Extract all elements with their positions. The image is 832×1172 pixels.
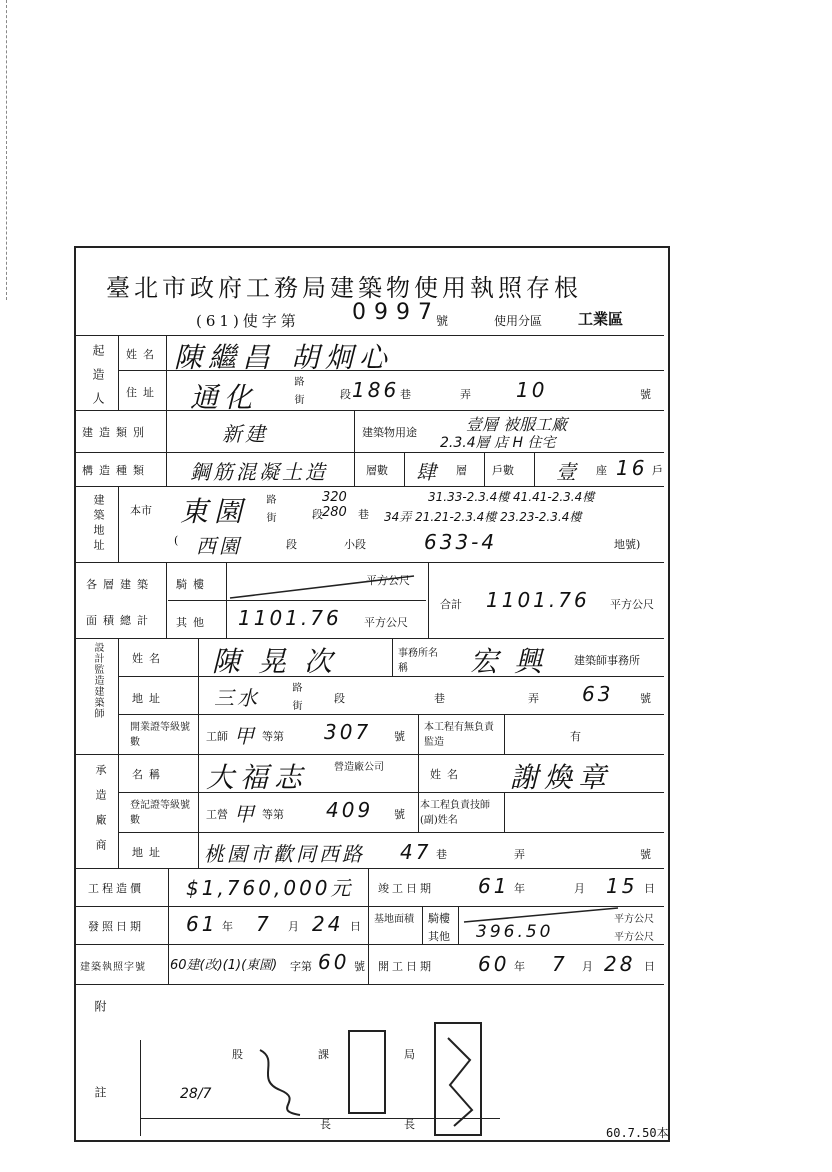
rule bbox=[76, 944, 664, 945]
contractor-reg-suffix: 號 bbox=[394, 808, 405, 821]
issue-label: 發照日期 bbox=[88, 920, 144, 933]
units-value: 16 bbox=[616, 456, 648, 480]
contractor-reg-grade-label: 等第 bbox=[262, 808, 284, 821]
architect-alley-label: 弄 bbox=[528, 692, 539, 705]
rule bbox=[428, 562, 429, 638]
contractor-address-label: 地址 bbox=[132, 846, 166, 859]
architect-address-value: 三水 bbox=[214, 686, 260, 710]
other-value: 1101.76 bbox=[238, 606, 342, 630]
remarks-col3: 長 bbox=[320, 1118, 331, 1131]
building-type-value: 新建 bbox=[222, 422, 268, 446]
cost-value: $1,760,000元 bbox=[186, 876, 354, 900]
rule bbox=[226, 562, 227, 638]
remarks-col2: 課 bbox=[318, 1048, 329, 1061]
contractor-name-value: 大福志 bbox=[206, 761, 309, 794]
building-type-label: 建造類別 bbox=[82, 426, 150, 439]
contractor-name-suffix: 營造廠公司 bbox=[334, 762, 384, 773]
site-other-unit: 平方公尺 bbox=[614, 932, 654, 943]
rule bbox=[140, 1040, 141, 1136]
contractor-alley-label: 弄 bbox=[514, 848, 525, 861]
rule bbox=[166, 335, 167, 410]
completion-day: 15 bbox=[606, 874, 638, 898]
rule bbox=[118, 638, 119, 754]
rule bbox=[118, 754, 119, 868]
rule bbox=[76, 984, 664, 985]
contractor-reg-label: 登記證等級號數 bbox=[130, 800, 190, 826]
rule bbox=[418, 754, 419, 832]
other-label: 其他 bbox=[176, 616, 210, 629]
issue-day-label: 日 bbox=[350, 920, 361, 933]
applicant-number-label: 號 bbox=[640, 388, 651, 401]
contractor-number-label: 號 bbox=[640, 848, 651, 861]
supervision-label: 本工程有無負責監造 bbox=[424, 722, 494, 748]
completion-month-label: 月 bbox=[574, 882, 585, 895]
cost-label: 工程造價 bbox=[88, 882, 144, 895]
rule bbox=[76, 486, 664, 487]
contractor-address-value: 桃園市歡同西路 bbox=[204, 842, 365, 866]
start-month: 7 bbox=[552, 952, 568, 976]
site-lane-value: 320 280 bbox=[322, 490, 347, 520]
contractor-section-label: 承造廠商 bbox=[94, 764, 107, 864]
remarks-col1: 股 bbox=[232, 1048, 243, 1061]
site-lot-section-label: 段 bbox=[286, 538, 297, 551]
permit-value: 60建(改)(1)(東園) bbox=[170, 958, 278, 973]
issue-month-label: 月 bbox=[288, 920, 299, 933]
signature-scribble bbox=[440, 1030, 480, 1130]
start-year: 60 bbox=[478, 952, 510, 976]
start-month-label: 月 bbox=[582, 960, 593, 973]
architect-name-label: 姓名 bbox=[132, 652, 166, 665]
arcade-unit: 平方公尺 bbox=[366, 574, 410, 587]
remarks-handwritten-date: 28/7 bbox=[180, 1086, 212, 1102]
rule bbox=[76, 754, 664, 755]
architect-license-label: 開業證等級號數 bbox=[130, 722, 190, 748]
rule bbox=[118, 676, 664, 677]
permit-label: 建築執照字號 bbox=[80, 962, 146, 973]
units-unit: 戶 bbox=[652, 464, 663, 477]
site-road-value: 東園 bbox=[180, 495, 249, 528]
applicant-road-label: 路街 bbox=[292, 376, 303, 412]
rule bbox=[166, 410, 167, 486]
site-city-label: 本市 bbox=[130, 504, 152, 517]
architect-lane-label: 巷 bbox=[434, 692, 445, 705]
architect-license-grade: 甲 bbox=[234, 724, 257, 748]
applicant-section-label: 起造人 bbox=[91, 344, 105, 416]
rule bbox=[166, 562, 167, 638]
architect-section-label2: 段 bbox=[334, 692, 345, 705]
contractor-reg-grade: 甲 bbox=[234, 802, 257, 826]
rule bbox=[140, 1118, 500, 1119]
supervision-value: 有 bbox=[570, 730, 581, 743]
issue-year: 61 bbox=[186, 912, 218, 936]
applicant-name-label: 姓名 bbox=[126, 348, 160, 361]
rule bbox=[504, 792, 505, 832]
contractor-lane-value: 47 bbox=[400, 840, 432, 864]
contractor-person-label: 姓名 bbox=[430, 768, 464, 781]
rule bbox=[76, 562, 664, 563]
other-unit: 平方公尺 bbox=[364, 616, 408, 629]
remarks-footer: 60.7.50本 bbox=[606, 1126, 669, 1140]
building-use-label: 建築物用途 bbox=[362, 426, 417, 439]
units-building-unit: 座 bbox=[596, 464, 607, 477]
rule bbox=[168, 868, 169, 984]
floors-unit: 層 bbox=[456, 464, 467, 477]
architect-name-value: 陳晃次 bbox=[212, 645, 351, 678]
arcade-label: 騎樓 bbox=[176, 578, 210, 591]
floors-value: 肆 bbox=[416, 460, 439, 484]
architect-office-label: 事務所名稱 bbox=[398, 648, 438, 674]
architect-license-prefix: 工師 bbox=[206, 730, 228, 743]
site-other-value: 396.50 bbox=[476, 922, 554, 942]
floors-label: 層數 bbox=[366, 464, 388, 477]
structure-label: 構造種類 bbox=[82, 464, 150, 477]
signature-stamp bbox=[348, 1030, 386, 1114]
architect-number-label: 號 bbox=[640, 692, 651, 705]
units-label: 戶數 bbox=[492, 464, 514, 477]
site-numbers-line2: 34弄 21.21-2.3.4樓 23.23-2.3.4樓 bbox=[384, 510, 582, 524]
remarks-col4: 局 bbox=[404, 1048, 415, 1061]
rule bbox=[76, 410, 664, 411]
site-road-label: 路街 bbox=[264, 494, 275, 530]
rule bbox=[404, 452, 405, 486]
architect-license-grade-label: 等第 bbox=[262, 730, 284, 743]
units-building: 壹 bbox=[556, 460, 579, 484]
architect-license-number: 307 bbox=[324, 720, 372, 744]
remarks-label: 附註 bbox=[93, 1000, 107, 1172]
license-prefix: (61)使字第 bbox=[196, 312, 300, 330]
site-lot-subsection-label: 小段 bbox=[344, 538, 366, 551]
architect-office-value: 宏興 bbox=[470, 645, 559, 678]
rule bbox=[168, 600, 426, 601]
form-title: 臺北市政府工務局建築物使用執照存根 bbox=[106, 274, 582, 302]
architect-license-suffix: 號 bbox=[394, 730, 405, 743]
rule bbox=[458, 906, 459, 944]
architect-office-suffix: 建築師事務所 bbox=[574, 654, 640, 667]
rule bbox=[76, 452, 664, 453]
completion-day-label: 日 bbox=[644, 882, 655, 895]
applicant-name-value: 陳繼昌 胡炯心 bbox=[174, 341, 393, 374]
site-section-label: 建築地址 bbox=[92, 494, 105, 554]
rule bbox=[198, 754, 199, 868]
contractor-reg-number: 409 bbox=[326, 798, 374, 822]
rule bbox=[118, 335, 119, 410]
permit-suffix: 號 bbox=[354, 960, 365, 973]
applicant-lane-label: 巷 bbox=[400, 388, 411, 401]
contractor-person-value: 謝煥章 bbox=[510, 761, 613, 794]
rule bbox=[418, 714, 419, 754]
completion-year-label: 年 bbox=[514, 882, 525, 895]
rule bbox=[534, 452, 535, 486]
applicant-address-label: 住址 bbox=[126, 386, 160, 399]
rule bbox=[484, 452, 485, 486]
rule bbox=[504, 714, 505, 754]
site-arcade-label: 騎樓 bbox=[428, 912, 450, 925]
applicant-lane-value: 186 bbox=[352, 378, 400, 402]
completion-year: 61 bbox=[478, 874, 510, 898]
site-area-label: 基地面積 bbox=[374, 914, 414, 925]
building-use-line1: 壹層 被服工廠 bbox=[466, 415, 568, 434]
architect-road-label: 路街 bbox=[290, 682, 301, 718]
architect-address-label: 地址 bbox=[132, 692, 166, 705]
site-lane-label: 巷 bbox=[358, 508, 369, 521]
floor-area-label2: 面積總計 bbox=[86, 614, 154, 627]
total-label: 合計 bbox=[440, 598, 462, 611]
license-number: 0997 bbox=[352, 300, 440, 325]
rule bbox=[118, 832, 664, 833]
rule bbox=[422, 906, 423, 944]
start-year-label: 年 bbox=[514, 960, 525, 973]
structure-value: 鋼筋混凝土造 bbox=[190, 460, 328, 484]
issue-day: 24 bbox=[312, 912, 344, 936]
applicant-number-value: 10 bbox=[516, 378, 548, 402]
start-day-label: 日 bbox=[644, 960, 655, 973]
architect-number-value: 63 bbox=[582, 682, 614, 706]
scan-edge bbox=[6, 0, 7, 300]
rule bbox=[118, 714, 664, 715]
contractor-lane-label: 巷 bbox=[436, 848, 447, 861]
site-section-label2: 段 bbox=[312, 508, 323, 521]
zone-value: 工業區 bbox=[578, 310, 624, 328]
license-suffix: 號 bbox=[436, 314, 449, 328]
issue-month: 7 bbox=[256, 912, 272, 936]
rule bbox=[368, 868, 369, 984]
permit-number: 60 bbox=[318, 950, 350, 974]
applicant-alley-label: 弄 bbox=[460, 388, 471, 401]
rule bbox=[354, 410, 355, 486]
rule bbox=[76, 638, 664, 639]
rule bbox=[392, 638, 393, 676]
permit-mid: 字第 bbox=[290, 960, 312, 973]
rule bbox=[198, 638, 199, 754]
building-use-line2: 2.3.4層 店 H 住宅 bbox=[440, 435, 556, 451]
site-lot-section: 西園 bbox=[196, 534, 242, 558]
completion-label: 竣工日期 bbox=[378, 882, 434, 895]
issue-year-label: 年 bbox=[222, 920, 233, 933]
contractor-tech-label: 本工程負責技師(副)姓名 bbox=[420, 800, 490, 826]
applicant-section-mark: 段 bbox=[340, 388, 351, 401]
site-lot-prefix: ( bbox=[174, 534, 179, 547]
start-day: 28 bbox=[604, 952, 636, 976]
site-other-label: 其他 bbox=[428, 930, 450, 943]
total-unit: 平方公尺 bbox=[610, 598, 654, 611]
zone-label: 使用分區 bbox=[494, 314, 543, 328]
site-numbers-line1: 31.33-2.3.4樓 41.41-2.3.4樓 bbox=[428, 490, 595, 504]
architect-section-label: 設計監造建築師 bbox=[92, 642, 103, 719]
site-lot-label: 地號) bbox=[614, 538, 641, 551]
site-arcade-unit: 平方公尺 bbox=[614, 914, 654, 925]
contractor-reg-prefix: 工營 bbox=[206, 808, 228, 821]
rule bbox=[76, 868, 664, 869]
remarks-col5: 長 bbox=[404, 1118, 415, 1131]
start-label: 開工日期 bbox=[378, 960, 434, 973]
site-lot-number: 633-4 bbox=[424, 530, 498, 554]
contractor-name-label: 名稱 bbox=[132, 768, 166, 781]
floor-area-label1: 各層建築 bbox=[86, 578, 154, 591]
rule bbox=[118, 486, 119, 562]
total-value: 1101.76 bbox=[486, 588, 590, 612]
applicant-address-street: 通化 bbox=[190, 381, 259, 414]
signature-scribble bbox=[250, 1040, 310, 1120]
